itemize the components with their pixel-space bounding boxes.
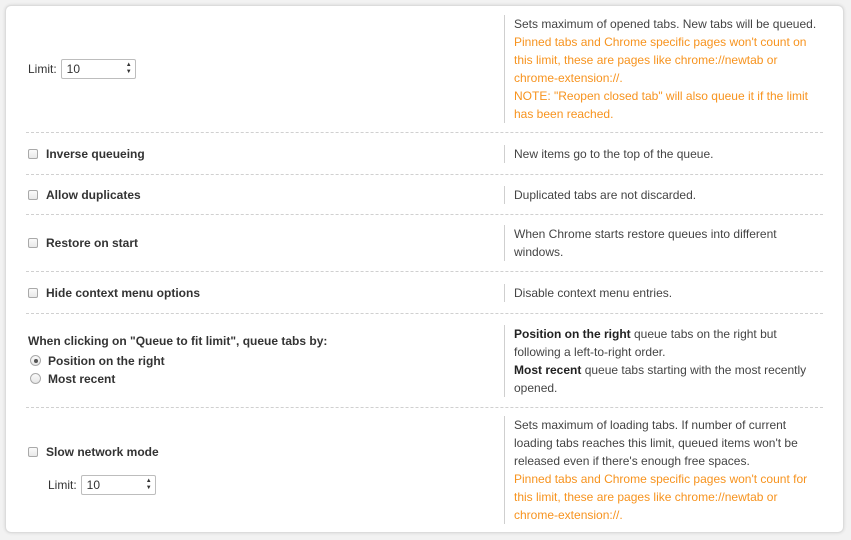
hide-context-menu-option[interactable] bbox=[28, 286, 504, 300]
restore-on-start-row bbox=[26, 215, 823, 272]
tab-limit-input[interactable] bbox=[61, 59, 136, 79]
tab-limit-row bbox=[26, 6, 823, 133]
tab-limit-description bbox=[504, 15, 823, 123]
position-right-label: Position on the right bbox=[48, 353, 165, 368]
allow-duplicates-option[interactable] bbox=[28, 188, 504, 202]
slow-network-option[interactable] bbox=[28, 445, 504, 459]
most-recent-desc bbox=[514, 361, 823, 397]
inverse-queueing-checkbox[interactable] bbox=[28, 149, 38, 159]
allow-duplicates-desc: Duplicated tabs are not discarded. bbox=[504, 186, 823, 204]
most-recent-desc-bold: Most recent bbox=[514, 362, 582, 377]
most-recent-radio[interactable] bbox=[30, 373, 41, 384]
position-right-desc-text: queue tabs on the right but following a left-to-right order. bbox=[514, 326, 777, 359]
inverse-queueing-label: Inverse queueing bbox=[46, 146, 145, 161]
slow-network-warning: Pinned tabs and Chrome specific pages won't count for this limit, these are pages like chrome://newtab or chrome-extension://. bbox=[514, 472, 808, 522]
position-right-radio[interactable] bbox=[30, 355, 41, 366]
most-recent-option[interactable] bbox=[28, 370, 504, 388]
slow-network-limit-label: Limit: bbox=[48, 478, 77, 492]
slow-network-desc: Sets maximum of loading tabs. If number of current loading tabs reaches this limit, queued items won't be released even if there's enough free spaces. bbox=[514, 418, 798, 468]
slow-network-limit-input[interactable] bbox=[81, 475, 156, 495]
options-panel bbox=[5, 5, 844, 533]
slow-network-label: Slow network mode bbox=[46, 445, 159, 459]
allow-duplicates-checkbox[interactable] bbox=[28, 190, 38, 200]
inverse-queueing-desc: New items go to the top of the queue. bbox=[504, 145, 823, 163]
allow-duplicates-row bbox=[26, 175, 823, 215]
most-recent-desc-text: queue tabs starting with the most recently opened. bbox=[514, 362, 807, 395]
slow-network-description bbox=[504, 416, 823, 524]
position-right-option[interactable] bbox=[28, 352, 504, 370]
hide-context-menu-row bbox=[26, 272, 823, 314]
slow-network-row bbox=[26, 408, 823, 532]
tab-limit-value: 10 bbox=[66, 62, 81, 76]
tab-limit-desc: Sets maximum of opened tabs. New tabs will be queued. bbox=[514, 17, 817, 31]
inverse-queueing-row bbox=[26, 133, 823, 175]
restore-on-start-checkbox[interactable] bbox=[28, 238, 38, 248]
restore-on-start-desc: When Chrome starts restore queues into different windows. bbox=[504, 225, 823, 261]
position-right-desc bbox=[514, 325, 823, 361]
slow-network-limit-control bbox=[48, 475, 504, 495]
hide-context-menu-checkbox[interactable] bbox=[28, 288, 38, 298]
spinner-arrows-icon[interactable]: ▲ ▼ bbox=[145, 478, 152, 491]
tab-limit-label: Limit: bbox=[28, 62, 57, 76]
slow-network-limit-value: 10 bbox=[86, 478, 101, 492]
hide-context-menu-label: Hide context menu options bbox=[46, 285, 201, 300]
most-recent-label: Most recent bbox=[48, 371, 116, 386]
queue-fit-row bbox=[26, 314, 823, 408]
queue-fit-label: When clicking on "Queue to fit limit", queue tabs by: bbox=[28, 333, 328, 348]
tab-limit-warning-pinned: Pinned tabs and Chrome specific pages won't count on this limit, these are pages like chrome://newtab or chrome-extension://. bbox=[514, 35, 807, 85]
tab-limit-warning-reopen: NOTE: "Reopen closed tab" will also queue it if the limit has been reached. bbox=[514, 89, 808, 121]
queue-fit-description bbox=[504, 325, 823, 397]
spinner-arrows-icon[interactable]: ▲ ▼ bbox=[125, 62, 132, 75]
inverse-queueing-option[interactable] bbox=[28, 147, 504, 161]
position-right-desc-bold: Position on the right bbox=[514, 326, 631, 341]
hide-context-menu-desc: Disable context menu entries. bbox=[504, 284, 823, 302]
restore-on-start-option[interactable] bbox=[28, 236, 504, 250]
tab-limit-control bbox=[26, 59, 504, 79]
slow-network-checkbox[interactable] bbox=[28, 447, 38, 457]
restore-on-start-label: Restore on start bbox=[46, 236, 139, 250]
allow-duplicates-label: Allow duplicates bbox=[46, 187, 141, 202]
